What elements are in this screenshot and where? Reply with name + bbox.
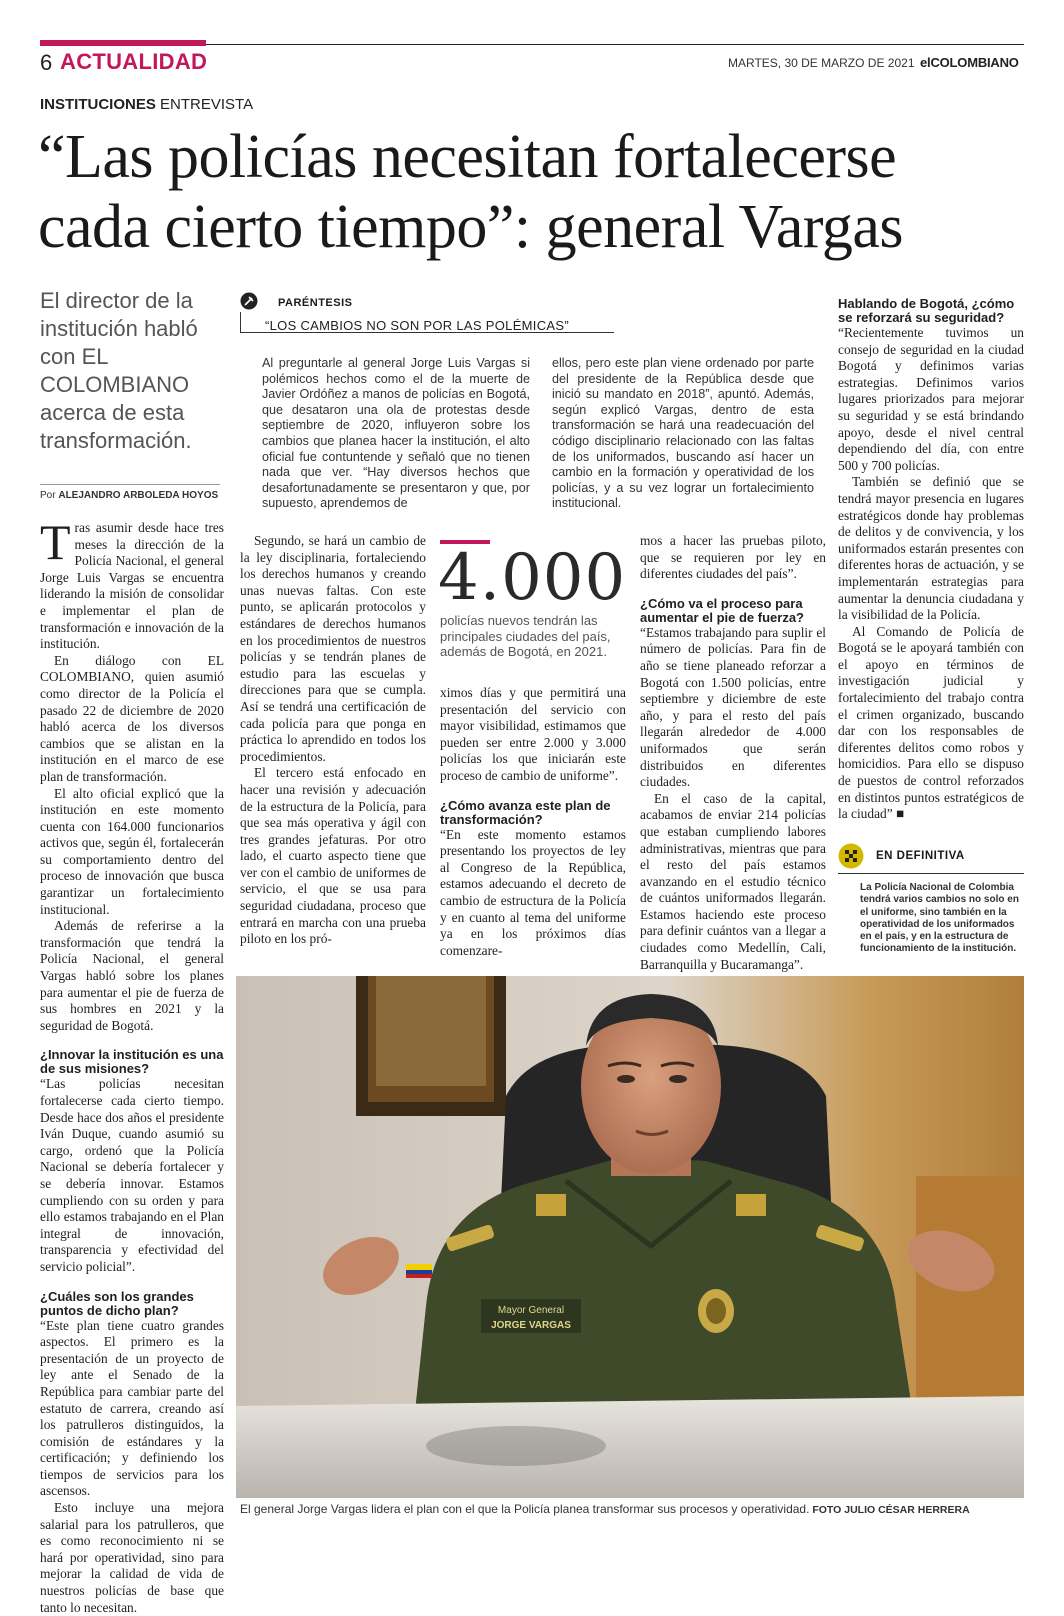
parentesis-label: PARÉNTESIS (278, 297, 353, 309)
body-column-5 (838, 297, 1024, 823)
byline-author: ALEJANDRO ARBOLEDA HOYOS (58, 490, 219, 501)
en-definitiva-rule (838, 873, 1024, 874)
issue-date: MARTES, 30 DE MARZO DE 2021 (728, 56, 915, 70)
body-column-3 (440, 685, 626, 959)
paragraph: En diálogo con EL COLOMBIANO, quien asumió como director de la Policía el pasado 22 de diciembre de 2020 habló acerca de los diversos cambios que se alistan en la institución en el marco de ese plan de transformación. (40, 652, 224, 784)
paragraph: ximos días y que permitirá una presentación del servicio con mayor visibilidad, estimamos que pueden ser entre 2.000 y 3.000 policías los que iniciarán este proceso de cambio de uniforme”. (440, 685, 626, 783)
photo-caption (240, 1502, 970, 1516)
body-column-2 (240, 533, 426, 948)
interview-question: ¿Cómo va el proceso para aumentar el pie de fuerza? (640, 595, 804, 625)
byline (40, 490, 218, 501)
highlight-caption: policías nuevos tendrán las principales ciudades del país, además de Bogotá, en 2021. (440, 613, 611, 659)
interview-question: ¿Cómo avanza este plan de transformación? (440, 797, 611, 827)
interview-question: ¿Cuáles son los grandes puntos de dicho plan? (40, 1288, 194, 1318)
en-definitiva-label: EN DEFINITIVA (876, 850, 965, 862)
header-rule (206, 44, 1024, 45)
paragraph: En el caso de la capital, acabamos de enviar 214 policías que estaban cumpliendo labores administrativas, mientras que para el resto del país estamos avanzando en el estudio técnico de cuántos uniformados llegarán. Estamos haciendo este proceso para definir cuántos van a llegar a ciudades como Medellín, Cali, Barranquilla y Bucaramanga”. (640, 790, 826, 972)
body-column-1 (40, 514, 224, 1616)
interview-question: ¿Innovar la institución es una de sus misiones? (40, 1047, 224, 1077)
kicker-type: ENTREVISTA (155, 96, 254, 113)
article-deck: El director de la institución habló con EL COLOMBIANO acerca de esta transformación. (40, 288, 198, 453)
body-column-4 (640, 533, 826, 973)
paragraph: Al Comando de Policía de Bogotá se le apoyará también con el apoyo en términos de investigación judicial y fortalecimiento del trabajo contra el crimen organizado, buscando dar con los responsables de diferentes delitos como robos y homicidios. Para ello se dispuso de puestos de control reforzados en distintos puntos estratégicos de la ciudad” ■ (838, 623, 1024, 822)
uniform-rank-text: Mayor General (497, 1305, 565, 1316)
kicker-category: INSTITUCIONES (40, 96, 156, 113)
headline-line-2: cada cierto tiempo”: general Vargas (38, 193, 904, 261)
paragraph: El alto oficial explicó que la institución en este momento cuenta con 164.000 funcionarios activos que, según él, fortalecerán su comportamiento dentro del proceso de innovación que busca garantizar un fortalecimiento institucional. (40, 785, 224, 917)
interview-question: Hablando de Bogotá, ¿cómo se reforzará su seguridad? (838, 296, 1015, 325)
pushpin-icon (240, 292, 258, 310)
parentesis-title: “LOS CAMBIOS NO SON POR LAS POLÉMICAS” (265, 318, 569, 333)
paragraph: Esto incluye una mejora salarial para los patrulleros, que es como reconocimiento ni se hará por operatividad, sino para mejorar la calidad de vida de nuestros policías de base que tanto lo necesitan. (40, 1500, 224, 1615)
paragraph: Además de referirse a la transformación que tendrá la Policía Nacional, el general Vargas habló sobre los planes para aumentar el pie de fuerza de sus hombres en 2021 y la seguridad de Bogotá. (40, 918, 224, 1033)
summary-icon (838, 843, 864, 869)
article-photo (236, 976, 1024, 1498)
interview-answer: “Las policías necesitan fortalecerse cada cierto tiempo. Desde hace dos años el presidente Iván Duque, cuando asumió su cargo, ordenó que la Policía Nacional se debería fortalecer y se debería innovar. Estamos cumpliendo con su orden y para ello estamos trabajando en el Plan integral de innovación, transparencia y efectividad del servicio policial”. (40, 1076, 224, 1274)
drop-cap: T (40, 514, 71, 570)
byline-prefix: Por (40, 490, 59, 501)
paragraph: También se definió que se tendrá mayor presencia en lugares estratégicos donde hay problemas de delitos y de convivencia, y los uniformados estarán presentes con diferentes horas de actuación, y se implementarán estrategias para aumentar la denuncia ciudadana y la visibilidad de la Policía. (838, 474, 1024, 623)
page-number: 6 (40, 50, 53, 75)
interview-answer: “En este momento estamos presentando los proyectos de ley al Congreso de la República, estamos adecuando el decreto de cambio de estructura de la Policía y en cuanto al tema del uniforme ya en los próximos días comenzare- (440, 826, 626, 958)
section-accent-bar (40, 40, 206, 46)
highlight-number: 4.000 (438, 541, 627, 615)
en-definitiva-text: La Policía Nacional de Colombia tendrá varios cambios no solo en el uniforme, sino también en la operatividad de los uniformados en el país, y en la estructura de funcionamiento de la institución. (860, 882, 1019, 955)
general-portrait-illustration (236, 976, 1024, 1498)
section-title: ACTUALIDAD (60, 49, 208, 74)
uniform-name-text: JORGE VARGAS (491, 1320, 571, 1331)
paragraph: mos a hacer las pruebas piloto, que se requieren por ley en diferentes ciudades del país”. (640, 533, 826, 582)
article-kicker (40, 96, 253, 113)
paragraph: Segundo, se hará un cambio de la ley disciplinaria, fortaleciendo los derechos humanos y creando unas nuevas faltas. Con este punto, se aplicarán protocolos y estándares de derechos humanos en los procedimientos de nuestros policías y se tendrán planes de estudio para las escuelas y direcciones para que se cumpla. Así se tendrá una certificación de cada policía para que ponga en práctica lo aprendido en todos los procedimientos. (240, 533, 426, 764)
parentesis-frame (240, 312, 241, 332)
caption-text: El general Jorge Vargas lidera el plan con el que la Policía planea transformar sus procesos y operatividad. (240, 1502, 810, 1516)
parentesis-text-right: ellos, pero este plan viene ordenado por parte del presidente de la República desde que inició su mandato en 2018”, apuntó. Además, según explicó Vargas, dentro de esta transformación se hará una readecuación del código disciplinario relacionado con las faltas de los uniformados, buscando así hacer un cambio en la formación y operatividad de los policías, y a su vez lograr un fortalecimiento institucional. (552, 356, 814, 511)
paragraph: El tercero está enfocado en hacer una revisión y adecuación de la estructura de la Policía, para que sea más operativa y ágil con tres grandes jefaturas. Por otro lado, el cuarto aspecto tiene que ver con el cambio de uniformes de servicio, el que se usa para seguridad ciudadana, proceso que entrará en marcha con una prueba piloto en los pró- (240, 765, 426, 947)
interview-answer: “Estamos trabajando para suplir el número de policías. Para fin de año se tiene planeado reforzar a Bogotá con 1.500 policías, entre septiembre y diciembre de este año, y para el resto del país llegarán alrededor de 4.000 uniformados que serán distribuidos en diferentes ciudades. (640, 624, 826, 790)
lead-paragraph: Tras asumir desde hace tres meses la dirección de la Policía Nacional, el general Jorge Luis Vargas se encuentra liderando la misión de consolidar e implementar el plan de transformación e innovación de la institución. (40, 514, 224, 652)
photo-credit: FOTO JULIO CÉSAR HERRERA (809, 1504, 970, 1516)
byline-rule (40, 484, 220, 485)
headline-line-1: “Las policías necesitan fortalecerse (38, 123, 897, 191)
interview-answer: “Recientemente tuvimos un consejo de seguridad en la ciudad Bogotá y definimos varias estrategias. Definimos varios lugares priorizados para mejorar su seguridad y se está brindando apoyo, desde el nivel central dependiendo del día, con entre 500 y 700 policías. (838, 325, 1024, 473)
article-headline (38, 122, 1028, 262)
parentesis-text-left: Al preguntarle al general Jorge Luis Vargas si polémicos hechos como el de la muerte de Javier Ordóñez a manos de policías en Bogotá, que desataron una ola de protestas desde septiembre de 2020, influyeron sobre los cambios que planea hacer la institución, el alto oficial fue contuntende y señaló que no tienen nada que ver. “Hay diversos hechos que desafortunadamente se presentaron y que, por supuesto, aprendemos de (262, 356, 530, 511)
newspaper-brand: elCOLOMBIANO (920, 55, 1019, 70)
interview-answer: “Este plan tiene cuatro grandes aspectos. El primero es la presentación de un proyecto de ley ante el Senado de la República para cambiar parte del estatuto de carrera, creando así los patrulleros distinguidos, la comisión de estándares y la certificación; y definiendo los tiempos de servicios para los ascensos. (40, 1317, 224, 1499)
